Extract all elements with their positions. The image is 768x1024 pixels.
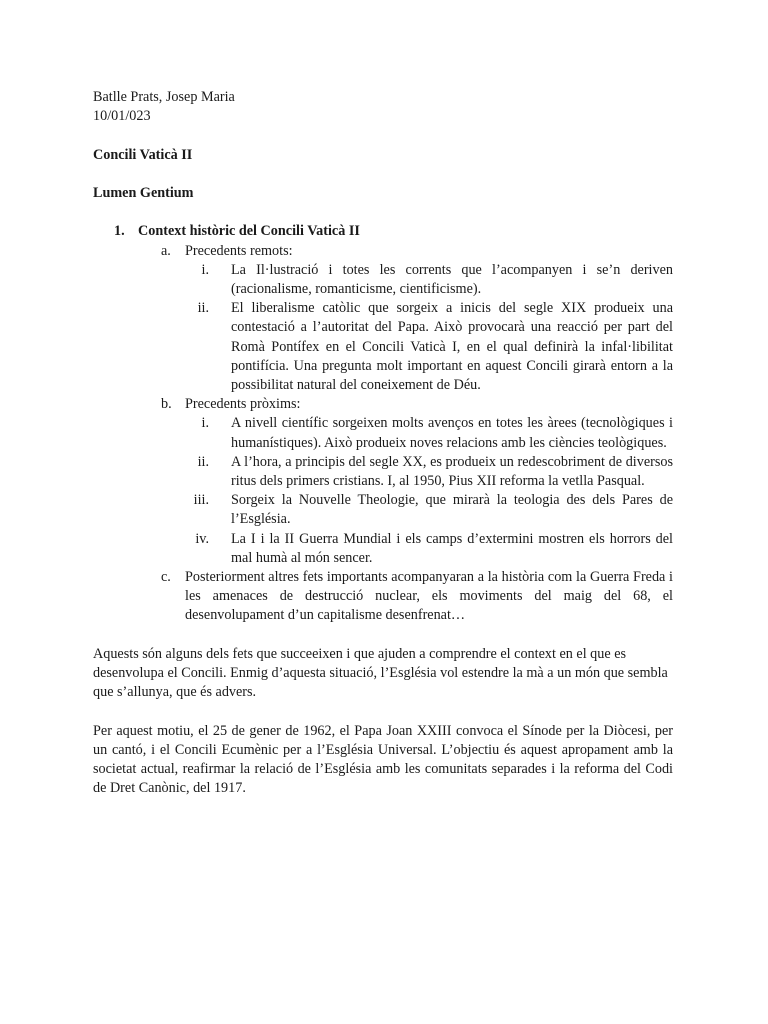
list-item-label: c. xyxy=(161,569,171,586)
section-title: Context històric del Concili Vaticà II xyxy=(138,223,360,240)
list-item-text: Precedents pròxims: xyxy=(185,396,301,413)
list-item-text: Posteriorment altres fets importants acompanyaran a la història com la Guerra Freda i les amenaces de destrucció nuclear, els moviments del maig del 68, el desenvolupament d’un capitalisme desenfrenat… xyxy=(185,569,673,624)
sub-list-item xyxy=(93,530,673,568)
list-item xyxy=(93,242,673,261)
sub-list-item-label: iii. xyxy=(193,492,209,509)
sub-list-item-label: ii. xyxy=(197,300,209,317)
body-paragraph: Aquests són alguns dels fets que succeeixen i que ajuden a comprendre el context en el que es desenvolupa el Concili. Enmig d’aquesta situació, l’Església vol estendre la mà a un món que sembla que s’allunya, que és advers. xyxy=(93,645,668,701)
sub-list-item-text: A nivell científic sorgeixen molts avenços en totes les àrees (tecnològiques i humanístiques). Això produeix noves relacions amb les ciències teològiques. xyxy=(231,415,673,451)
document-subtitle: Lumen Gentium xyxy=(93,184,194,201)
section-number: 1. xyxy=(114,223,125,240)
document-date: 10/01/023 xyxy=(93,108,151,125)
sub-list-item-label: i. xyxy=(201,415,209,432)
sub-list-item xyxy=(93,453,673,491)
sub-list-item-label: iv. xyxy=(195,530,209,547)
sub-list-item xyxy=(93,299,673,395)
sub-list-item-text: Sorgeix la Nouvelle Theologie, que mirarà la teologia des dels Pares de l’Església. xyxy=(231,492,673,528)
sub-list-item-text: La I i la II Guerra Mundial i els camps d’extermini mostren els horrors del mal humà al món sencer. xyxy=(231,530,673,566)
body-paragraph: Per aquest motiu, el 25 de gener de 1962, el Papa Joan XXIII convoca el Sínode per la Diòcesi, per un cantó, i el Concili Ecumènic per a l’Església Universal. L’objectiu és aquest apropament amb la societat actual, reafirmar la relació de l’Església amb les comunitats separades i la reforma del Codi de Dret Canònic, del 1917. xyxy=(93,722,673,797)
list-item xyxy=(93,395,673,414)
sub-list-item-text: El liberalisme catòlic que sorgeix a inicis del segle XIX produeix una contestació a l’autoritat del Papa. Això provocarà una reacció per part del Romà Pontífex en el Concili Vaticà I, en el qual definirà la infal·libilitat pontifícia. Una pregunta molt important en aquest Concili girarà entorn a la possibilitat natural del coneixement de Déu. xyxy=(231,300,673,393)
sub-list-item-text: A l’hora, a principis del segle XX, es produeix un redescobriment de diversos ritus dels primers cristians. I, al 1950, Pius XII reforma la vetlla Pasqual. xyxy=(231,453,673,490)
sub-list-item xyxy=(93,261,673,299)
sub-list-item xyxy=(93,414,673,452)
list-item-text: Precedents remots: xyxy=(185,242,293,259)
section-heading xyxy=(93,222,673,241)
sub-list-item-label: ii. xyxy=(197,453,209,470)
sub-list-item-label: i. xyxy=(201,261,209,278)
sub-list-item xyxy=(93,491,673,529)
author-name: Batlle Prats, Josep Maria xyxy=(93,89,235,105)
document-title: Concili Vaticà II xyxy=(93,146,193,163)
sub-list-item-text: La Il·lustració i totes les corrents que l’acompanyen i se’n deriven (racionalisme, romanticisme, cientificisme). xyxy=(231,261,673,297)
list-item-label: b. xyxy=(161,396,172,413)
list-item xyxy=(93,568,673,626)
document-page xyxy=(93,88,673,798)
list-item-label: a. xyxy=(161,242,171,259)
